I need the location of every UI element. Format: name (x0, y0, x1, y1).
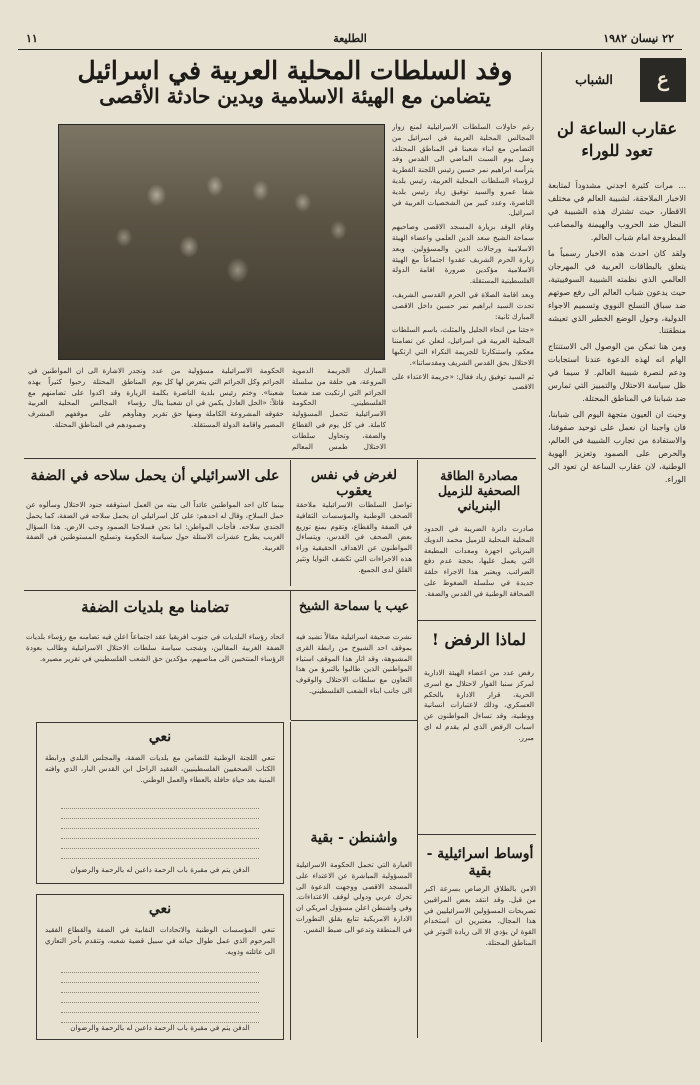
shabab-paragraph: ... مرات كثيرة اجدني مشدوداً لمتابعة الاخبار الملاحقة، لشبيبة العالم في مختلف الاقطار، حيث تشترك هذه الشبيبة في النضال ضد الحروب والهيمنة والمصاعب المطروحة امام شباب العالم. (548, 181, 686, 242)
lead-paragraph: وقام الوفد بزيارة المسجد الاقصى وصاحبهم سماحة الشيخ سعد الدين العلمي واعضاء الهيئة الاسلامية ورجالات الدين والمسؤولين. وبعد زيارة الحرم الشريف عقدوا اجتماعاً مع الهيئة الاسلامية مؤكدين ضرورة اقامة الدولة الفلسطينية المستقلة. (392, 222, 534, 286)
column-divider (290, 722, 291, 1040)
media-article-col-a: الامن بالطلاق الرصاص بسرعة اكبر من قبل. وقد انتقد بعض المراقبين تصريحات المسؤولين الاسرائيليين في هذا المجال، معتبرين ان استخدام القوة لن يؤدي الا الى زيادة التوتر في المناطق المحتلة. (424, 884, 536, 947)
municipalities-article-body: اتحاد رؤساء البلديات في جنوب افريقيا عقد اجتماعاً اعلن فيه تضامنه مع رؤساء بلديات الضفة الغربية المقالين، وشجب سياسة سلطات الاحتلال الاسرائيلية وطالب بعودة الرؤساء المنتخبين الى مناصبهم، مؤكدين حق الشعب الفلسطيني في تقرير مصيره. (26, 632, 284, 663)
tahwid-article-body: نشرت صحيفة اسرائيلية مقالاً تشيد فيه بموقف احد الشيوخ من رابطة القرى المشبوهة، وقد اثار هذا الموقف استياء المواطنين الذين طالبوا بالتبرؤ من هذا التعاون مع سلطات الاحتلال والوقوف الى جانب ابناء الشعب الفلسطيني. (296, 632, 412, 695)
delegation-photo (58, 124, 385, 360)
lead-headline-line2: يتضامن مع الهيئة الاسلامية ويدين حادثة الأقصى (99, 84, 491, 109)
tahwid-headline: عيب يا سماحة الشيخ (298, 598, 410, 613)
column-divider (541, 52, 542, 1042)
press-headline: مصادرة الطاقة الصحفية للزميل البنرياني (437, 468, 521, 513)
column-divider (290, 590, 291, 720)
obituary-footer: الدفن يتم في مقبرة باب الرحمة داعين له بالرحمة والرضوان (70, 1023, 250, 1032)
lead-paragraph: وبعد اقامة الصلاة في الحرم القدسي الشريف، تحدث السيد ابراهيم نمر حسين داخل الاقصى المبارك ثانية: (392, 289, 534, 321)
shabab-paragraph: ومن هنا تمكن من الوصول الى الاستنتاج الهام انه لهذه الدعوة عندنا استجابات ودعم لنصرة شبيبة العالم. لا سيما في ظل سياسة الاحتلال والتمييز التي تمارس ضد شبابنا في المناطق المحتلة. (548, 342, 686, 404)
obituary-box (36, 894, 284, 1040)
press-article-body: صادرت دائرة الضريبة في الحدود المحلية المحلية للزميل محمد الدويك البنرياني اجهزة ومعدات المطبعة التي يعمل عليها، بحجة عدم دفع الضرائب. ويعتبر هذا الاجراء حلقة جديدة في سلسلة الضغوط على الصحافة الوطنية في القدس والضفة. (424, 524, 534, 598)
lead-headline-line1: وفد السلطات المحلية العربية في اسرائيل (77, 56, 513, 85)
column-divider (417, 460, 418, 1038)
shabab-article-body (548, 180, 686, 1035)
shabab-paragraph: وحيث ان العيون متجهة اليوم الى شبابنا، فان واجبنا ان نعمل على توحيد صفوفنا، والاستفادة من تجارب الشبيبة في العالم، والحرص على الصمود وتعزيز الهوية الوطنية، لان عقارب الساعة لن تعود الى الوراء. (548, 410, 686, 484)
page-header-bar (18, 30, 682, 50)
obituary-name-lines (61, 799, 259, 859)
obituary-footer: الدفن يتم في مقبرة باب الرحمة داعين له بالرحمة والرضوان (70, 865, 250, 874)
shabab-section-header (548, 56, 686, 104)
shabab-logo-icon: ع (640, 58, 686, 102)
shabab-title: عقارب الساعة لن تعود للوراء (556, 119, 678, 160)
page-number: ١١ (26, 32, 38, 45)
washington-headline: واشنطن - بقية (310, 830, 398, 846)
media-headline: أوساط اسرائيلية - بقية (426, 846, 534, 879)
issue-date: ٢٢ نيسان ١٩٨٢ (603, 32, 674, 45)
obituary-title: نعي (148, 729, 172, 745)
section-rule (291, 720, 417, 721)
lead-article-col2: المبارك الجريمة الدموية المروعة، هي حلقة من سلسلة الجرائم التي ارتكبت ضد شعبنا الفلسطيني. الحكومة الاسرائيلية تتحمل المسؤولية كاملة. في كل يوم في القطاع والضفة، وتحاول سلطات الاحتلال طمس المعالم (292, 366, 386, 451)
section-rule (418, 834, 536, 835)
lead-paragraph: «جئنا من انحاء الجليل والمثلث، باسم السلطات المحلية العربية في اسرائيل، لنعلن عن تضامننا معكم، واستنكارنا للجريمة النكراء التي ارتكبها الاحتلال بحق القدس الشريف ومقدساتنا». (392, 325, 534, 367)
lead-paragraph: رغم حاولات السلطات الاسرائيلية لمنع زوار المجالس المحلية العربية في اسرائيل من التضامن مع ابناء شعبنا في المناطق المحتلة، وصل يوم السبت الماضي الى القدس وفد يترأسه ابراهيم نمر حسين رئيس اللجنة القطرية لرؤساء السلطات المحلية العربية، رئيس بلدية شفا عمرو والسيد توفيق زياد رئيس بلدية الناصرة، وعدد كبير من الشخصيات العربية في اسرائيل. (392, 122, 534, 218)
washington-article-body: العبارة التي تحمل الحكومة الاسرائيلية المسؤولية المباشرة عن الاعتداء على المسجد الاقصى ووجهت الدعوة الى تحرك عربي ودولي لوقف الاعتداءات. وفي واشنطن اعلن مسؤول امريكي ان الادارة الامريكية تتابع بقلق التطورات في المنطقة وتدعو الى ضبط النفس. (296, 860, 412, 934)
weapon-article-body: بينما كان احد المواطنين عائداً الى بيته من العمل استوقفه جنود الاحتلال وسألوه عن حمل السلاح، وقال له احدهم: على كل اسرائيلي ان يحمل سلاحه في الضفة، كما يحمل الجندي سلاحه. فأجاب المواطن: اما نحن فسلاحنا الصمود وحب الارض. هذا السؤال الغريب يطرح عشرات الاسئلة حول سياسة الحكومة وتسليح المستوطنين في الضفة الغربية. (26, 500, 284, 553)
lead-article-col1 (392, 122, 534, 452)
section-rule (418, 620, 536, 621)
lead-paragraph: ثم السيد توفيق زياد فقال: «جريمة الاعتداء على الاقصى (392, 371, 534, 392)
column-divider (290, 460, 291, 586)
rafd-article-body: رفض عدد من اعضاء الهيئة الادارية لمركز سنبا الفوار لاحتلال مع اسرى الحرية، قرار الادارة بالحكم العسكري، وذلك لاعتبارات انسانية ووطنية، وقد تساءل المواطنون عن اسباب الرفض الذي لم يقدم له اي مبرر. (424, 668, 534, 742)
municipalities-headline: تضامنا مع بلديات الضفة (81, 598, 229, 616)
yaqub-headline: لغرض في نفس يعقوب (311, 468, 397, 499)
shabab-paragraph: ولقد كان احدث هذه الاخبار رسمياً ما يتعلق بالبطاقات العربية في المهرجان العالمي الذي نظمته الشبيبة السوفييتية، حيث يدعون شباب العالم الى رفع صوتهم ضد سباق التسلح النووي وتسميم الاجواء الدولية، وحول الوضع الخطير الذي تعيشه منطقتنا. (548, 248, 686, 336)
rafd-headline: لماذا الرفض ! (431, 630, 527, 649)
section-rule (24, 590, 416, 591)
shabab-section-label: الشباب (575, 72, 613, 87)
lead-article-col4: وتجدر الاشارة الى ان المواطنين في المناطق المحتلة رحبوا كثيراً بهذه الزيارة وقد اكدوا على تضامنهم مع رؤساء المجالس المحلية العربية وهنأوهم على موقفهم المشرف وصمودهم في المناطق المحتلة. (28, 366, 146, 429)
newspaper-name: الطليعة (333, 32, 367, 45)
yaqub-article-body: تواصل السلطات الاسرائيلية ملاحقة الصحف الوطنية والمؤسسات الثقافية في الضفة والقطاع، وتقوم بمنع توزيع بعض الصحف في القدس، ويتساءل المواطنون عن الاهداف الحقيقية وراء هذه الاجراءات التي تكشف النوايا وتثير القلق لدى الجميع. (296, 500, 412, 574)
obituary-box (36, 722, 284, 884)
lead-headline (60, 58, 530, 107)
lead-article-col3: الحكومة الاسرائيلية مسؤولية من عدد الجرائم وكل الجرائم التي يتعرض لها كل يوم شعبنا». وختم رئيس بلدية الناصرة بكلمة قائلاً: «الحل العادل يكمن في ان شعبنا ينال حقوقه المشروعة الكاملة ومنها حق تقرير المصير واقامة الدولة المستقلة. (152, 366, 284, 429)
obituary-body: تنعي اللجنة الوطنية للتضامن مع بلديات الضفة، والمجلس البلدي ورابطة الكتاب الصحفيين الفلسطينيين، الفقيد الراحل ابن القدس البار، الذي وافته المنية بعد حياة حافلة بالعطاء والعمل الوطني. (45, 753, 275, 784)
section-rule (24, 458, 536, 459)
obituary-name-lines (61, 963, 259, 1023)
weapon-headline: على الاسرائيلي أن يحمل سلاحه في الضفة (30, 468, 280, 484)
obituary-body: تنعي المؤسسات الوطنية والاتحادات النقابية في الضفة والقطاع الفقيد المرحوم الذي عمل طوال حياته في سبيل قضية شعبه، وتتقدم بأحر التعازي الى عائلته وذويه. (45, 925, 275, 956)
obituary-title: نعي (148, 901, 172, 917)
